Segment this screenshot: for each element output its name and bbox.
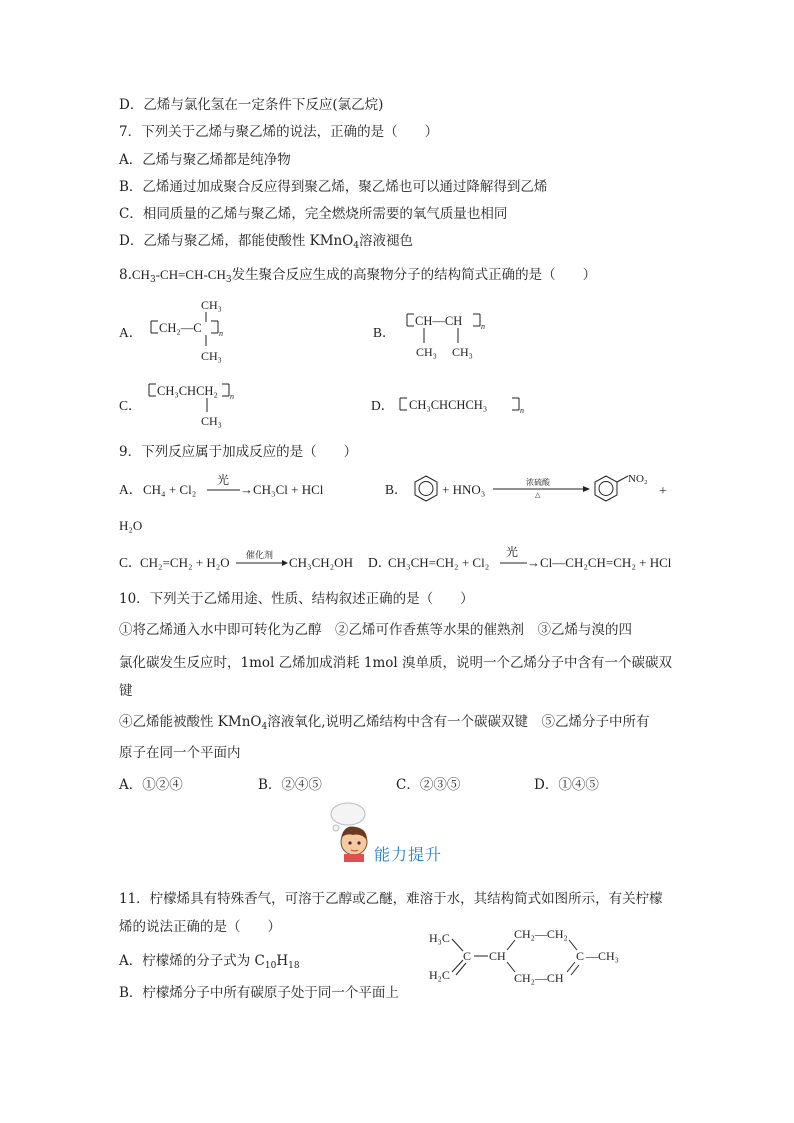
- q11-option-b: B．柠檬烯分子中所有碳原子处于同一个平面上: [119, 985, 399, 1001]
- q10-line-1: ①将乙烯通入水中即可转化为乙醇 ②乙烯可作香蕉等水果的催熟剂 ③乙烯与溴的四: [119, 622, 632, 638]
- limonene-ch: CH: [489, 949, 506, 963]
- q10-line-5: 原子在同一个平面内: [119, 745, 241, 761]
- q9-a-label: A．: [119, 482, 143, 497]
- q11-stem-line-1: 11．柠檬烯具有特殊香气，可溶于乙醇或乙醚，难溶于水，其结构简式如图所示，有关柠檬: [119, 891, 663, 907]
- q9-stem: 9．下列反应属于加成反应的是（ ）: [119, 444, 358, 460]
- q9-b-plus: +: [659, 484, 667, 499]
- q9-b-cond2: △: [535, 491, 541, 499]
- limonene-ch2-bottom: CH₂—CH: [514, 971, 564, 985]
- q8-d-label: D．: [371, 398, 395, 413]
- limonene-ch2-top: CH₂—CH₂: [514, 927, 568, 941]
- q8-d-main: CH₃CHCHCH₃: [409, 398, 488, 412]
- q8-b-main: CH—CH: [415, 314, 463, 328]
- q8-stem: $8.CH_3-CH=CH-CH_3$发生聚合反应生成的高聚物分子的结构简式正确的是（ ）: [119, 267, 597, 285]
- q7-option-a: A．乙烯与聚乙烯都是纯净物: [119, 152, 291, 168]
- q8-d-n: n: [520, 406, 524, 415]
- q8-c-n: n: [230, 392, 234, 401]
- q9-a-right: →CH₃Cl + HCl: [240, 482, 324, 497]
- limonene-ch3: —CH₃: [586, 949, 619, 963]
- q11-option-a: A．柠檬烯的分子式为 $C_{10}H_{18}$: [119, 953, 300, 971]
- q9-c-cond: 催化剂: [246, 550, 274, 560]
- q9-d-left: CH₃CH=CH₂ + Cl₂: [388, 555, 490, 570]
- q7-option-c: C．相同质量的乙烯与聚乙烯，完全燃烧所需要的氧气质量也相同: [119, 206, 508, 222]
- limonene-h3c: H₃C: [429, 931, 450, 945]
- q8-a-n: n: [219, 329, 223, 338]
- q9-d-cond: 光: [506, 545, 519, 559]
- q9-b-cond: 浓硫酸: [526, 478, 550, 487]
- q8-a-main: CH₂—C: [159, 321, 202, 335]
- q7-option-b: B．乙烯通过加成聚合反应得到聚乙烯，聚乙烯也可以通过降解得到乙烯: [119, 179, 548, 195]
- q8-a-top: CH₃: [201, 298, 222, 312]
- q10-line-3: 键: [119, 683, 133, 699]
- q10-option-c: C．②③⑤: [396, 777, 461, 793]
- q9-d-label: D．: [368, 555, 392, 570]
- q9-b-no2: NO₂: [628, 473, 648, 485]
- limonene-c-left: C: [463, 949, 472, 963]
- q8-a-bottom: CH₃: [201, 349, 222, 363]
- q6-option-d: D．乙烯与氯化氢在一定条件下反应(氯乙烷): [119, 97, 384, 113]
- q8-a-label: A．: [119, 325, 143, 340]
- q9-c-right: CH₃CH₂OH: [289, 555, 353, 570]
- q8-b-n: n: [481, 322, 485, 331]
- q10-stem: 10．下列关于乙烯用途、性质、结构叙述正确的是（ ）: [119, 591, 474, 607]
- q10-option-b: B．②④⑤: [258, 777, 322, 793]
- limonene-c-right: C: [576, 949, 585, 963]
- q8-b-label: B．: [373, 325, 396, 340]
- limonene-h2c: H₂C: [429, 968, 450, 982]
- q9-c-left: CH₂=CH₂ + H₂O: [140, 555, 230, 570]
- q8-c-label: C．: [119, 398, 142, 413]
- q10-option-d: D．①④⑤: [534, 777, 599, 793]
- q9-a-left: CH₄ + Cl₂: [143, 482, 197, 497]
- q8-c-main: CH₃CHCH₂: [157, 384, 218, 398]
- q10-option-a: A．①②④: [119, 777, 183, 793]
- q8-c-sub: CH₃: [201, 414, 222, 428]
- q9-d-right: →Cl—CH₂CH=CH₂ + HCl: [527, 555, 672, 570]
- q10-line-4: ④乙烯能被酸性 KMnO$_4$溶液氧化,说明乙烯结构中含有一个碳碳双键 ⑤乙烯分子中所有: [119, 714, 650, 732]
- q7-option-d: D．乙烯与聚乙烯，都能使酸性 KMnO$_4$溶液褪色: [119, 233, 414, 251]
- q9-c-label: C．: [119, 555, 142, 570]
- q9-b-label: B．: [385, 482, 408, 497]
- q10-line-2: 氯化碳发生反应时，1mol 乙烯加成消耗 1mol 溴单质，说明一个乙烯分子中含有一个碳碳双: [119, 655, 673, 671]
- q9-b-cont: H₂O: [119, 518, 143, 533]
- q9-b-mid: + HNO₃: [442, 482, 486, 497]
- q9-a-cond: 光: [217, 473, 230, 487]
- q8-b-sub2: CH₃: [452, 345, 473, 359]
- q11-stem-line-2: 烯的说法正确的是（ ）: [119, 919, 281, 935]
- q8-b-sub1: CH₃: [416, 345, 437, 359]
- section-title-ability: 能力提升: [374, 845, 443, 864]
- q7-stem: 7．下列关于乙烯与聚乙烯的说法，正确的是（ ）: [119, 124, 439, 140]
